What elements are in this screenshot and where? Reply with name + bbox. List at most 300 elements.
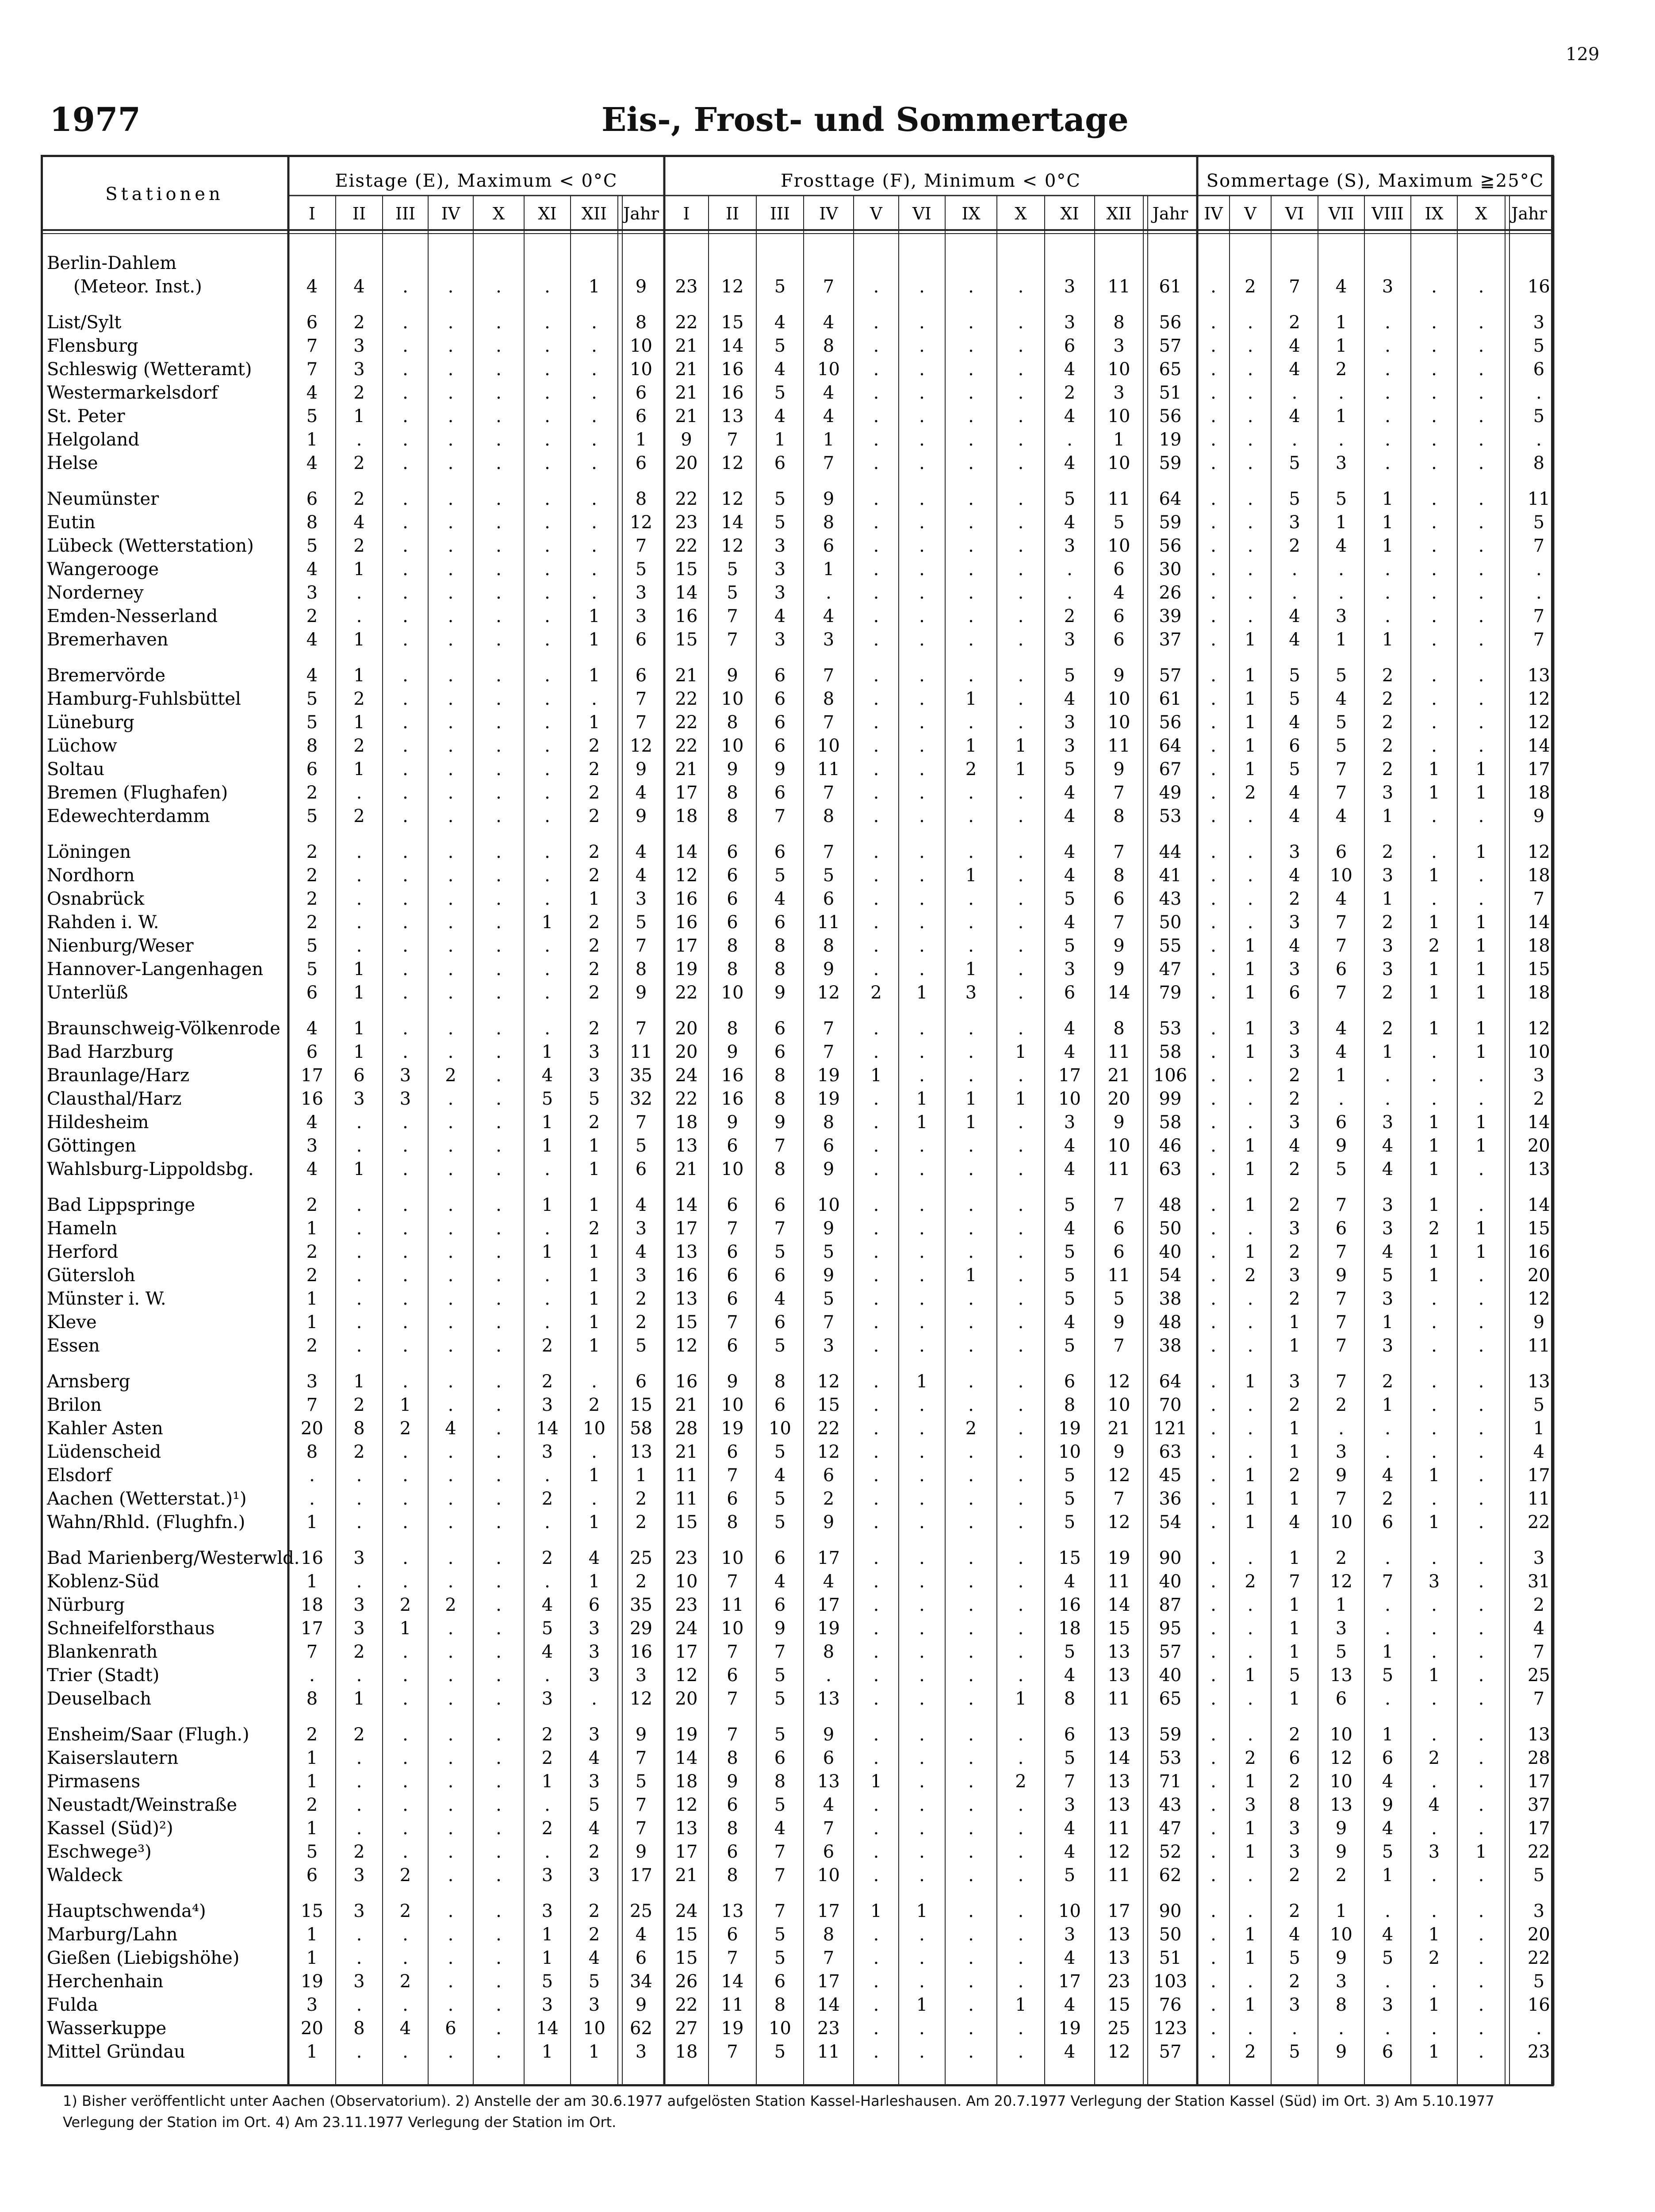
- data-cell: 3: [399, 1065, 411, 1086]
- data-cell: .: [1211, 383, 1216, 403]
- data-cell: .: [1431, 559, 1437, 580]
- data-cell: .: [356, 1265, 362, 1286]
- data-cell: 32: [630, 1089, 652, 1109]
- data-cell: .: [591, 336, 597, 356]
- data-cell: 3: [588, 1642, 600, 1662]
- column-header-xi: XI: [538, 204, 557, 223]
- data-cell: 1: [1428, 1265, 1440, 1286]
- data-cell: 5: [1382, 1842, 1394, 1862]
- data-cell: 1: [541, 1136, 553, 1156]
- data-cell: .: [1247, 489, 1253, 509]
- data-cell: 3: [1382, 1195, 1394, 1215]
- data-cell: 2: [1289, 536, 1300, 556]
- data-cell: .: [1211, 1489, 1216, 1509]
- data-cell: 1: [1289, 1595, 1300, 1615]
- data-cell: 4: [1064, 783, 1076, 803]
- data-cell: 106: [1153, 1065, 1188, 1086]
- data-cell: 1: [1428, 959, 1440, 979]
- data-cell: 10: [583, 2018, 605, 2039]
- data-cell: 2: [1289, 1242, 1300, 1262]
- data-cell: 12: [721, 276, 744, 297]
- data-cell: 2: [306, 1724, 318, 1745]
- data-cell: 1: [588, 1512, 600, 1532]
- data-cell: 17: [675, 936, 698, 956]
- data-cell: 10: [583, 1418, 605, 1439]
- data-cell: 6: [774, 712, 786, 733]
- data-cell: 1: [1382, 512, 1394, 533]
- data-cell: .: [1478, 1901, 1484, 1921]
- data-cell: .: [496, 583, 502, 603]
- data-cell: .: [873, 383, 879, 403]
- station-name: Mittel Gründau: [47, 2042, 185, 2062]
- data-cell: .: [402, 959, 408, 979]
- data-cell: 1: [541, 1042, 553, 1062]
- data-cell: 6: [1335, 1112, 1347, 1133]
- data-cell: 4: [1382, 1242, 1394, 1262]
- data-cell: 5: [1064, 1242, 1076, 1262]
- data-cell: .: [356, 1995, 362, 2015]
- data-cell: .: [402, 1924, 408, 1945]
- data-cell: .: [968, 806, 974, 826]
- data-cell: .: [496, 1465, 502, 1486]
- data-cell: .: [544, 1571, 550, 1592]
- data-cell: 19: [1058, 2018, 1081, 2039]
- data-cell: 1: [306, 430, 318, 450]
- data-cell: .: [1478, 1971, 1484, 1992]
- data-cell: 2: [1245, 1571, 1256, 1592]
- data-cell: .: [1247, 430, 1253, 450]
- data-cell: 10: [1527, 1042, 1550, 1062]
- data-cell: 6: [1064, 1724, 1076, 1745]
- data-cell: 21: [675, 1442, 698, 1462]
- data-cell: .: [1478, 1465, 1484, 1486]
- data-cell: 12: [1107, 1842, 1130, 1862]
- data-cell: 13: [675, 1289, 698, 1309]
- data-cell: 3: [353, 1618, 365, 1639]
- data-cell: 1: [965, 865, 977, 886]
- data-cell: 1: [1428, 1159, 1440, 1179]
- station-name: Flensburg: [47, 336, 138, 356]
- data-cell: 8: [823, 336, 835, 356]
- data-cell: 1: [1245, 1159, 1256, 1179]
- data-cell: 3: [1064, 1924, 1076, 1945]
- station-name: Koblenz-Süd: [47, 1571, 160, 1592]
- data-cell: 1: [1428, 1136, 1440, 1156]
- data-cell: .: [1018, 865, 1024, 886]
- data-cell: .: [1018, 383, 1024, 403]
- data-cell: 28: [675, 1418, 698, 1439]
- data-cell: .: [1211, 1748, 1216, 1768]
- data-cell: .: [544, 865, 550, 886]
- data-cell: 7: [774, 1842, 786, 1862]
- data-cell: 10: [769, 2018, 791, 2039]
- data-cell: .: [1478, 1065, 1484, 1086]
- data-cell: .: [1018, 583, 1024, 603]
- data-cell: 9: [635, 1995, 647, 2015]
- data-cell: .: [496, 712, 502, 733]
- data-cell: 23: [1107, 1971, 1130, 1992]
- data-cell: 3: [1289, 1112, 1300, 1133]
- data-cell: .: [968, 1748, 974, 1768]
- data-cell: 2: [1289, 312, 1300, 333]
- data-cell: 16: [630, 1642, 652, 1662]
- data-cell: 2: [353, 383, 365, 403]
- data-cell: .: [544, 276, 550, 297]
- data-cell: 13: [1527, 1159, 1550, 1179]
- data-cell: .: [448, 583, 454, 603]
- data-cell: 22: [675, 689, 698, 709]
- data-cell: 1: [1015, 736, 1027, 756]
- data-cell: .: [1478, 1618, 1484, 1639]
- data-cell: .: [402, 1689, 408, 1709]
- data-cell: .: [402, 536, 408, 556]
- data-cell: 1: [353, 1371, 365, 1392]
- data-cell: 12: [721, 536, 744, 556]
- data-cell: 5: [1289, 489, 1300, 509]
- data-cell: 10: [1107, 1136, 1130, 1156]
- data-cell: 8: [727, 1818, 738, 1839]
- data-cell: 9: [1335, 1818, 1347, 1839]
- data-cell: 10: [1058, 1901, 1081, 1921]
- data-cell: 2: [1382, 1018, 1394, 1039]
- data-cell: 4: [823, 1795, 835, 1815]
- data-cell: 22: [675, 1089, 698, 1109]
- data-cell: 64: [1159, 736, 1182, 756]
- data-cell: 4: [1428, 1795, 1440, 1815]
- data-cell: 16: [675, 1265, 698, 1286]
- data-cell: .: [356, 1948, 362, 1968]
- data-cell: 4: [823, 312, 835, 333]
- data-cell: .: [1018, 1195, 1024, 1215]
- data-cell: .: [919, 1795, 925, 1815]
- data-cell: .: [1211, 783, 1216, 803]
- data-cell: .: [1431, 630, 1437, 650]
- data-cell: .: [496, 2018, 502, 2039]
- data-cell: .: [448, 1395, 454, 1415]
- data-cell: 7: [727, 1642, 738, 1662]
- data-cell: 15: [675, 630, 698, 650]
- data-cell: 5: [774, 1489, 786, 1509]
- data-cell: 6: [1064, 1371, 1076, 1392]
- data-cell: 1: [1475, 1112, 1487, 1133]
- data-cell: 7: [1113, 842, 1125, 862]
- data-cell: 7: [774, 1642, 786, 1662]
- data-cell: .: [873, 1112, 879, 1133]
- data-cell: 37: [1527, 1795, 1550, 1815]
- data-cell: .: [1431, 383, 1437, 403]
- data-cell: .: [1018, 1489, 1024, 1509]
- data-cell: 10: [630, 359, 652, 380]
- data-cell: 2: [541, 1748, 553, 1768]
- data-cell: 5: [774, 1724, 786, 1745]
- data-cell: .: [356, 1818, 362, 1839]
- data-cell: 4: [588, 1748, 600, 1768]
- data-cell: 12: [817, 1371, 840, 1392]
- data-cell: 11: [1107, 1571, 1130, 1592]
- data-cell: 123: [1153, 2018, 1188, 2039]
- data-cell: 13: [1107, 1924, 1130, 1945]
- data-cell: 2: [1428, 936, 1440, 956]
- data-cell: .: [1211, 1442, 1216, 1462]
- station-name: Wasserkuppe: [47, 2018, 167, 2039]
- data-cell: .: [919, 959, 925, 979]
- station-name: Bremerhaven: [47, 630, 169, 650]
- data-cell: .: [873, 312, 879, 333]
- data-cell: .: [919, 1971, 925, 1992]
- data-cell: .: [1536, 430, 1542, 450]
- data-cell: .: [919, 1618, 925, 1639]
- data-cell: .: [1018, 1112, 1024, 1133]
- data-cell: 6: [727, 1336, 738, 1356]
- data-cell: 4: [774, 1818, 786, 1839]
- data-cell: .: [968, 889, 974, 909]
- column-header-iii: III: [770, 204, 790, 223]
- data-cell: 17: [1527, 1465, 1550, 1486]
- data-cell: .: [1018, 1265, 1024, 1286]
- data-cell: 1: [1428, 1195, 1440, 1215]
- data-cell: .: [1018, 842, 1024, 862]
- data-cell: .: [873, 1995, 879, 2015]
- data-cell: 1: [588, 889, 600, 909]
- data-cell: .: [1211, 312, 1216, 333]
- data-cell: 3: [588, 1724, 600, 1745]
- data-cell: .: [1211, 276, 1216, 297]
- data-cell: 13: [1107, 1771, 1130, 1792]
- data-cell: 1: [1015, 759, 1027, 780]
- data-cell: 22: [675, 536, 698, 556]
- data-cell: .: [1247, 912, 1253, 933]
- data-cell: 2: [353, 806, 365, 826]
- data-cell: .: [919, 453, 925, 473]
- data-cell: .: [402, 1159, 408, 1179]
- data-cell: .: [968, 630, 974, 650]
- data-cell: 1: [1245, 1995, 1256, 2015]
- data-cell: 22: [1527, 1948, 1550, 1968]
- data-cell: .: [968, 1901, 974, 1921]
- data-cell: .: [1478, 630, 1484, 650]
- data-cell: 4: [774, 1465, 786, 1486]
- data-cell: 35: [630, 1595, 652, 1615]
- data-cell: .: [356, 583, 362, 603]
- data-cell: 5: [1064, 1748, 1076, 1768]
- data-cell: 9: [635, 983, 647, 1003]
- data-cell: .: [309, 1465, 315, 1486]
- table-frame: [42, 156, 1552, 2085]
- data-cell: 56: [1159, 312, 1182, 333]
- data-cell: .: [1478, 1771, 1484, 1792]
- data-cell: 2: [965, 759, 977, 780]
- data-cell: 40: [1159, 1665, 1182, 1686]
- data-cell: .: [968, 1971, 974, 1992]
- data-cell: .: [1211, 1642, 1216, 1662]
- climate-data-table: [41, 155, 1589, 2086]
- data-cell: 2: [588, 1901, 600, 1921]
- data-cell: .: [873, 1665, 879, 1686]
- data-cell: 3: [1289, 1995, 1300, 2015]
- data-cell: 13: [1107, 1795, 1130, 1815]
- data-cell: .: [1478, 2018, 1484, 2039]
- data-cell: 8: [774, 1159, 786, 1179]
- data-cell: .: [1211, 759, 1216, 780]
- data-cell: .: [873, 912, 879, 933]
- data-cell: 99: [1159, 1089, 1182, 1109]
- data-cell: 16: [675, 606, 698, 626]
- data-cell: .: [402, 359, 408, 380]
- data-cell: .: [1211, 359, 1216, 380]
- column-header-i: I: [683, 204, 690, 223]
- data-cell: .: [544, 689, 550, 709]
- data-cell: 1: [916, 1112, 928, 1133]
- data-cell: 1: [1245, 1242, 1256, 1262]
- data-cell: 2: [965, 1418, 977, 1439]
- data-cell: 1: [588, 2042, 600, 2062]
- data-cell: 18: [1527, 865, 1550, 886]
- data-cell: .: [544, 430, 550, 450]
- data-cell: 5: [774, 276, 786, 297]
- data-cell: 6: [635, 1948, 647, 1968]
- data-cell: 2: [353, 489, 365, 509]
- data-cell: 5: [727, 559, 738, 580]
- data-cell: 1: [588, 630, 600, 650]
- data-cell: 3: [1289, 959, 1300, 979]
- data-cell: .: [919, 1489, 925, 1509]
- data-cell: .: [448, 1312, 454, 1333]
- data-cell: 121: [1153, 1418, 1188, 1439]
- data-cell: 1: [1245, 1948, 1256, 1968]
- data-cell: 3: [1335, 606, 1347, 626]
- data-cell: 4: [306, 1159, 318, 1179]
- data-cell: 2: [588, 959, 600, 979]
- data-cell: 3: [1113, 336, 1125, 356]
- data-cell: .: [402, 1771, 408, 1792]
- data-cell: 8: [823, 1924, 835, 1945]
- data-cell: 5: [774, 383, 786, 403]
- data-cell: 2: [541, 1336, 553, 1356]
- data-cell: .: [356, 1289, 362, 1309]
- data-cell: 1: [1475, 912, 1487, 933]
- data-cell: 10: [1107, 406, 1130, 426]
- data-cell: 4: [306, 1018, 318, 1039]
- data-cell: 2: [1289, 1089, 1300, 1109]
- data-cell: .: [1018, 1218, 1024, 1239]
- data-cell: .: [968, 1395, 974, 1415]
- data-cell: .: [402, 1336, 408, 1356]
- data-cell: 2: [588, 865, 600, 886]
- data-cell: .: [1018, 1136, 1024, 1156]
- column-header-vi: VI: [1285, 204, 1304, 223]
- data-cell: .: [1385, 1901, 1391, 1921]
- data-cell: 7: [635, 1112, 647, 1133]
- data-cell: 4: [1382, 1159, 1394, 1179]
- data-cell: .: [1211, 1159, 1216, 1179]
- data-cell: 53: [1159, 806, 1182, 826]
- data-cell: 1: [1382, 489, 1394, 509]
- data-cell: 9: [727, 1112, 738, 1133]
- data-cell: .: [496, 1795, 502, 1815]
- data-cell: 1: [1428, 865, 1440, 886]
- data-cell: 2: [353, 1395, 365, 1415]
- data-cell: 8: [306, 512, 318, 533]
- data-cell: .: [1478, 1489, 1484, 1509]
- data-cell: 2: [1289, 1865, 1300, 1886]
- data-cell: 2: [1382, 759, 1394, 780]
- data-cell: .: [544, 536, 550, 556]
- data-cell: 3: [588, 1618, 600, 1639]
- data-cell: .: [356, 1218, 362, 1239]
- data-cell: 23: [1527, 2042, 1550, 2062]
- page-year: 1977: [50, 101, 141, 139]
- data-cell: 6: [635, 1371, 647, 1392]
- data-cell: 9: [727, 759, 738, 780]
- data-cell: 4: [774, 406, 786, 426]
- data-cell: 6: [306, 1042, 318, 1062]
- group-header-1: Eistage (E), Maximum < 0°C: [335, 171, 618, 191]
- data-cell: 4: [1064, 1312, 1076, 1333]
- data-cell: .: [968, 2042, 974, 2062]
- data-cell: .: [1018, 1595, 1024, 1615]
- column-header-v: V: [1244, 204, 1257, 223]
- data-cell: .: [919, 2018, 925, 2039]
- data-cell: 4: [306, 559, 318, 580]
- station-name: Unterlüß: [47, 983, 128, 1003]
- data-cell: 4: [306, 630, 318, 650]
- data-cell: .: [968, 606, 974, 626]
- data-cell: .: [544, 1512, 550, 1532]
- data-cell: 3: [588, 1995, 600, 2015]
- data-cell: .: [402, 1018, 408, 1039]
- data-cell: 2: [1335, 359, 1347, 380]
- data-cell: 1: [1382, 1642, 1394, 1662]
- data-cell: .: [402, 406, 408, 426]
- data-cell: 6: [445, 2018, 456, 2039]
- data-cell: .: [1018, 2042, 1024, 2062]
- data-cell: 7: [1335, 1489, 1347, 1509]
- data-cell: 57: [1159, 2042, 1182, 2062]
- data-cell: 20: [1527, 1265, 1550, 1286]
- data-cell: 9: [635, 1724, 647, 1745]
- data-cell: .: [1431, 736, 1437, 756]
- data-cell: 2: [1064, 383, 1076, 403]
- data-cell: .: [1211, 936, 1216, 956]
- data-cell: .: [1478, 406, 1484, 426]
- data-cell: .: [1247, 336, 1253, 356]
- data-cell: .: [402, 606, 408, 626]
- data-cell: .: [1478, 1512, 1484, 1532]
- data-cell: 6: [1064, 983, 1076, 1003]
- data-cell: .: [544, 1842, 550, 1862]
- data-cell: .: [496, 1618, 502, 1639]
- data-cell: .: [1018, 912, 1024, 933]
- data-cell: 1: [1245, 1195, 1256, 1215]
- data-cell: 11: [1527, 1336, 1550, 1356]
- data-cell: 6: [635, 665, 647, 686]
- data-cell: 3: [1382, 276, 1394, 297]
- data-cell: 5: [774, 1795, 786, 1815]
- data-cell: .: [1211, 453, 1216, 473]
- data-cell: .: [873, 2042, 879, 2062]
- data-cell: 1: [399, 1618, 411, 1639]
- data-cell: .: [1385, 1595, 1391, 1615]
- data-cell: 9: [774, 759, 786, 780]
- data-cell: .: [448, 665, 454, 686]
- data-cell: .: [919, 712, 925, 733]
- data-cell: .: [496, 1642, 502, 1662]
- data-cell: .: [591, 559, 597, 580]
- data-cell: 1: [1428, 2042, 1440, 2062]
- data-cell: 5: [541, 1971, 553, 1992]
- data-cell: .: [496, 1901, 502, 1921]
- data-cell: 4: [823, 383, 835, 403]
